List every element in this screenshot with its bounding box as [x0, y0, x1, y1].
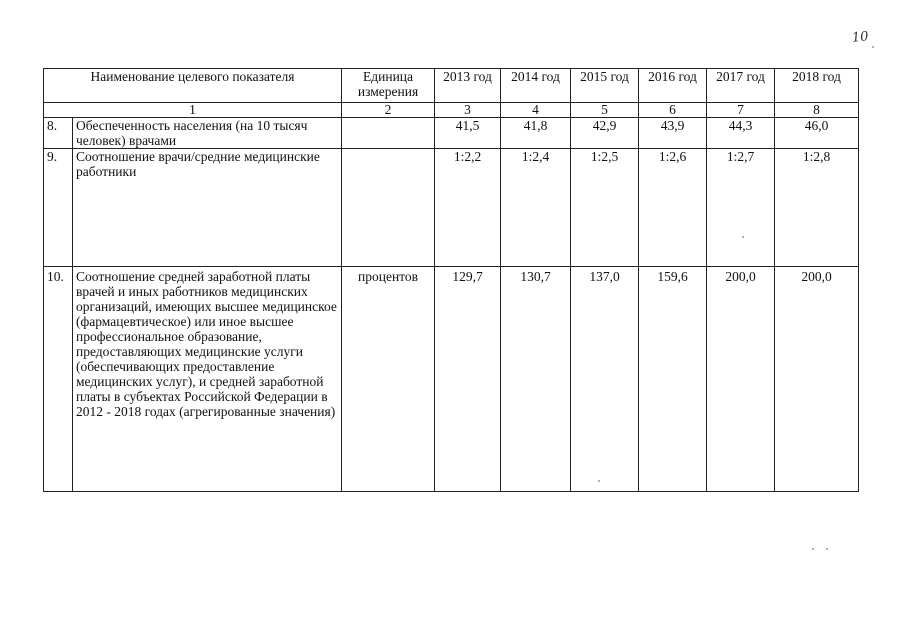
value-cell: 1:2,4 — [501, 149, 571, 267]
indicator-name: Соотношение средней заработной платы врачей и иных работников медицинских организаций, имеющих высшее медицинское (фармацевтическое) или иное высшее профессиональное образование, предоставляющих медицинские услуги (обеспечивающих предоставление медицинских услуг), и средней заработной платы в субъектах Российской Федерации в 2012 - 2018 годах (агрегированные значения) — [73, 267, 342, 492]
column-number: 5 — [571, 103, 639, 118]
value-cell: 1:2,8 — [775, 149, 859, 267]
header-year: 2015 год — [571, 69, 639, 103]
column-number: 2 — [342, 103, 435, 118]
value-cell: 159,6 — [639, 267, 707, 492]
column-number-row — [44, 103, 859, 118]
indicator-unit — [342, 118, 435, 149]
value-cell: 46,0 — [775, 118, 859, 149]
scan-speck — [872, 46, 874, 48]
value-cell: 1:2,7 — [707, 149, 775, 267]
indicator-name: Обеспеченность населения (на 10 тысяч человек) врачами — [73, 118, 342, 149]
row-number: 10. — [44, 267, 73, 492]
column-number: 1 — [44, 103, 342, 118]
indicator-name: Соотношение врачи/средние медицинские работники — [73, 149, 342, 267]
value-cell: 43,9 — [639, 118, 707, 149]
column-number: 7 — [707, 103, 775, 118]
header-indicator-name: Наименование целевого показателя — [44, 69, 342, 103]
header-year: 2018 год — [775, 69, 859, 103]
table-header-row — [44, 69, 859, 103]
value-cell: 44,3 — [707, 118, 775, 149]
scan-speck — [812, 548, 814, 550]
value-cell: 1:2,5 — [571, 149, 639, 267]
value-cell: 200,0 — [775, 267, 859, 492]
table-row — [44, 118, 859, 149]
row-number: 8. — [44, 118, 73, 149]
row-number: 9. — [44, 149, 73, 267]
scan-speck — [598, 480, 600, 482]
value-cell: 200,0 — [707, 267, 775, 492]
value-cell: 1:2,2 — [435, 149, 501, 267]
column-number: 3 — [435, 103, 501, 118]
header-year: 2016 год — [639, 69, 707, 103]
header-unit: Единица измерения — [342, 69, 435, 103]
target-indicators-table — [43, 68, 859, 492]
value-cell: 1:2,6 — [639, 149, 707, 267]
value-cell: 41,5 — [435, 118, 501, 149]
scan-speck — [826, 548, 828, 550]
value-cell: 129,7 — [435, 267, 501, 492]
indicator-unit: процентов — [342, 267, 435, 492]
value-cell: 130,7 — [501, 267, 571, 492]
value-cell: 41,8 — [501, 118, 571, 149]
header-year: 2014 год — [501, 69, 571, 103]
column-number: 4 — [501, 103, 571, 118]
value-cell: 137,0 — [571, 267, 639, 492]
header-year: 2013 год — [435, 69, 501, 103]
indicator-unit — [342, 149, 435, 267]
page-number: 10 — [851, 29, 870, 46]
scan-speck — [742, 236, 744, 238]
table-row — [44, 267, 859, 492]
column-number: 6 — [639, 103, 707, 118]
column-number: 8 — [775, 103, 859, 118]
header-year: 2017 год — [707, 69, 775, 103]
table-row — [44, 149, 859, 267]
value-cell: 42,9 — [571, 118, 639, 149]
